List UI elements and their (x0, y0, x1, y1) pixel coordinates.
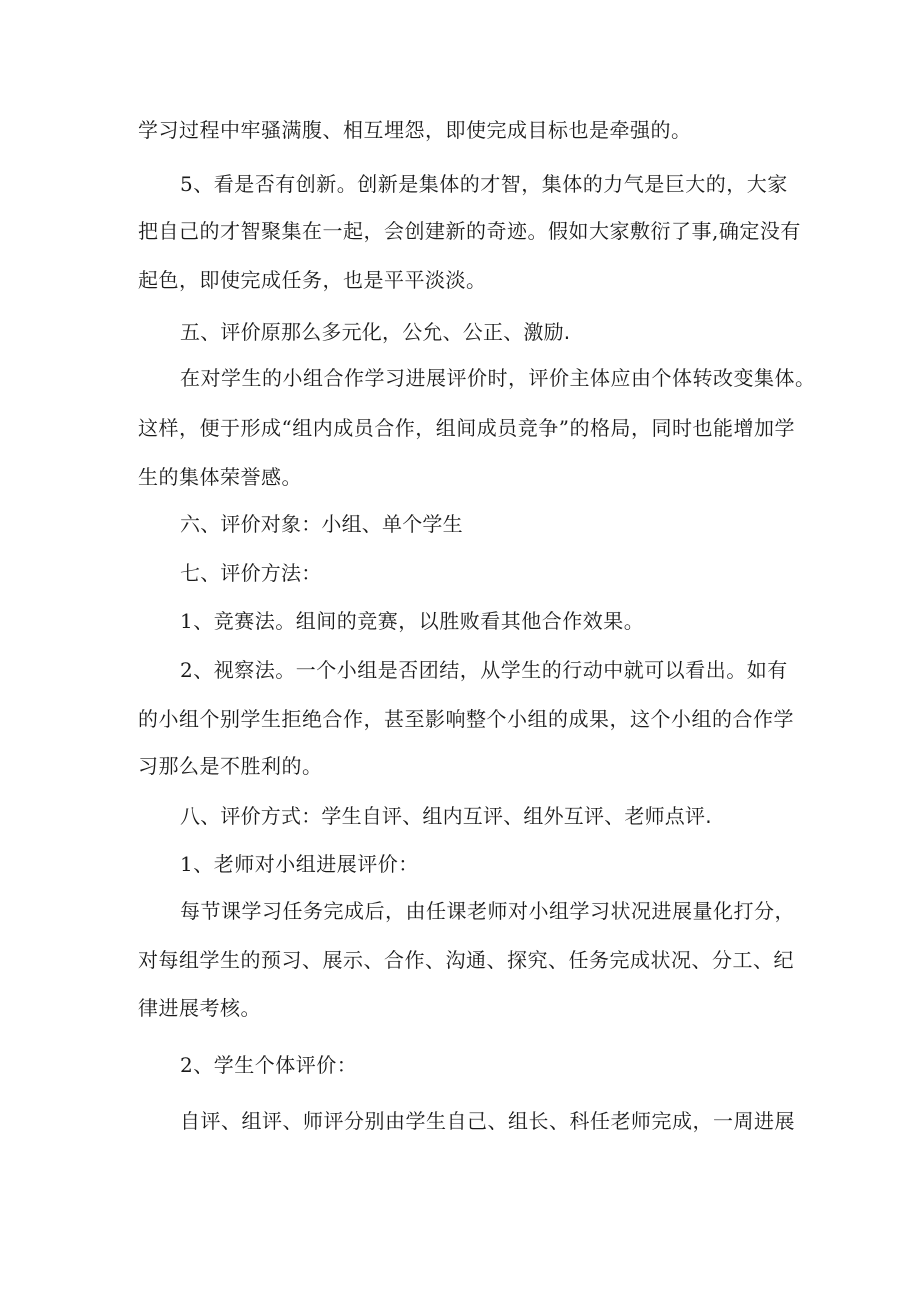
paragraph-line: 在对学生的小组合作学习进展评价时，评价主体应由个体转改变集体。 (180, 366, 816, 390)
paragraph-line: 律进展考核。 (138, 996, 261, 1020)
paragraph-line: 每节课学习任务完成后，由任课老师对小组学习状况进展量化打分， (180, 899, 795, 923)
paragraph-line: 把自己的才智聚集在一起，会创建新的奇迹。假如大家敷衍了事,确定没有 (138, 219, 801, 243)
paragraph-line: 1、老师对小组进展评价： (180, 852, 419, 876)
paragraph-line: 习那么是不胜利的。 (138, 754, 323, 778)
section-heading: 七、评价方法： (180, 561, 322, 585)
paragraph-line: 2、学生个体评价： (180, 1053, 358, 1077)
section-heading: 八、评价方式：学生自评、组内互评、组外互评、老师点评. (180, 804, 712, 828)
section-heading: 五、评价原那么多元化，公允、公正、激励. (180, 320, 571, 344)
section-heading: 六、评价对象：小组、单个学生 (180, 512, 463, 536)
paragraph-line: 自评、组评、师评分别由学生自己、组长、科任老师完成，一周进展 (180, 1109, 795, 1133)
paragraph-line: 对每组学生的预习、展示、合作、沟通、探究、任务完成状况、分工、纪 (138, 948, 794, 972)
paragraph-line: 这样，便于形成“组内成员合作，组间成员竞争”的格局，同时也能增加学 (138, 416, 795, 440)
paragraph-line: 起色，即使完成任务，也是平平淡淡。 (138, 268, 487, 292)
paragraph-line: 1、竞赛法。组间的竞赛，以胜败看其他合作效果。 (180, 609, 645, 633)
paragraph-line: 的小组个别学生拒绝合作，甚至影响整个小组的成果，这个小组的合作学 (138, 707, 794, 731)
paragraph-line: 生的集体荣誉感。 (138, 465, 302, 489)
paragraph-line: 学习过程中牢骚满腹、相互埋怨，即使完成目标也是牵强的。 (138, 118, 692, 142)
paragraph-line: 2、视察法。一个小组是否团结，从学生的行动中就可以看出。如有 (180, 658, 788, 682)
paragraph-line: 5、看是否有创新。创新是集体的才智，集体的力气是巨大的，大家 (180, 172, 788, 196)
